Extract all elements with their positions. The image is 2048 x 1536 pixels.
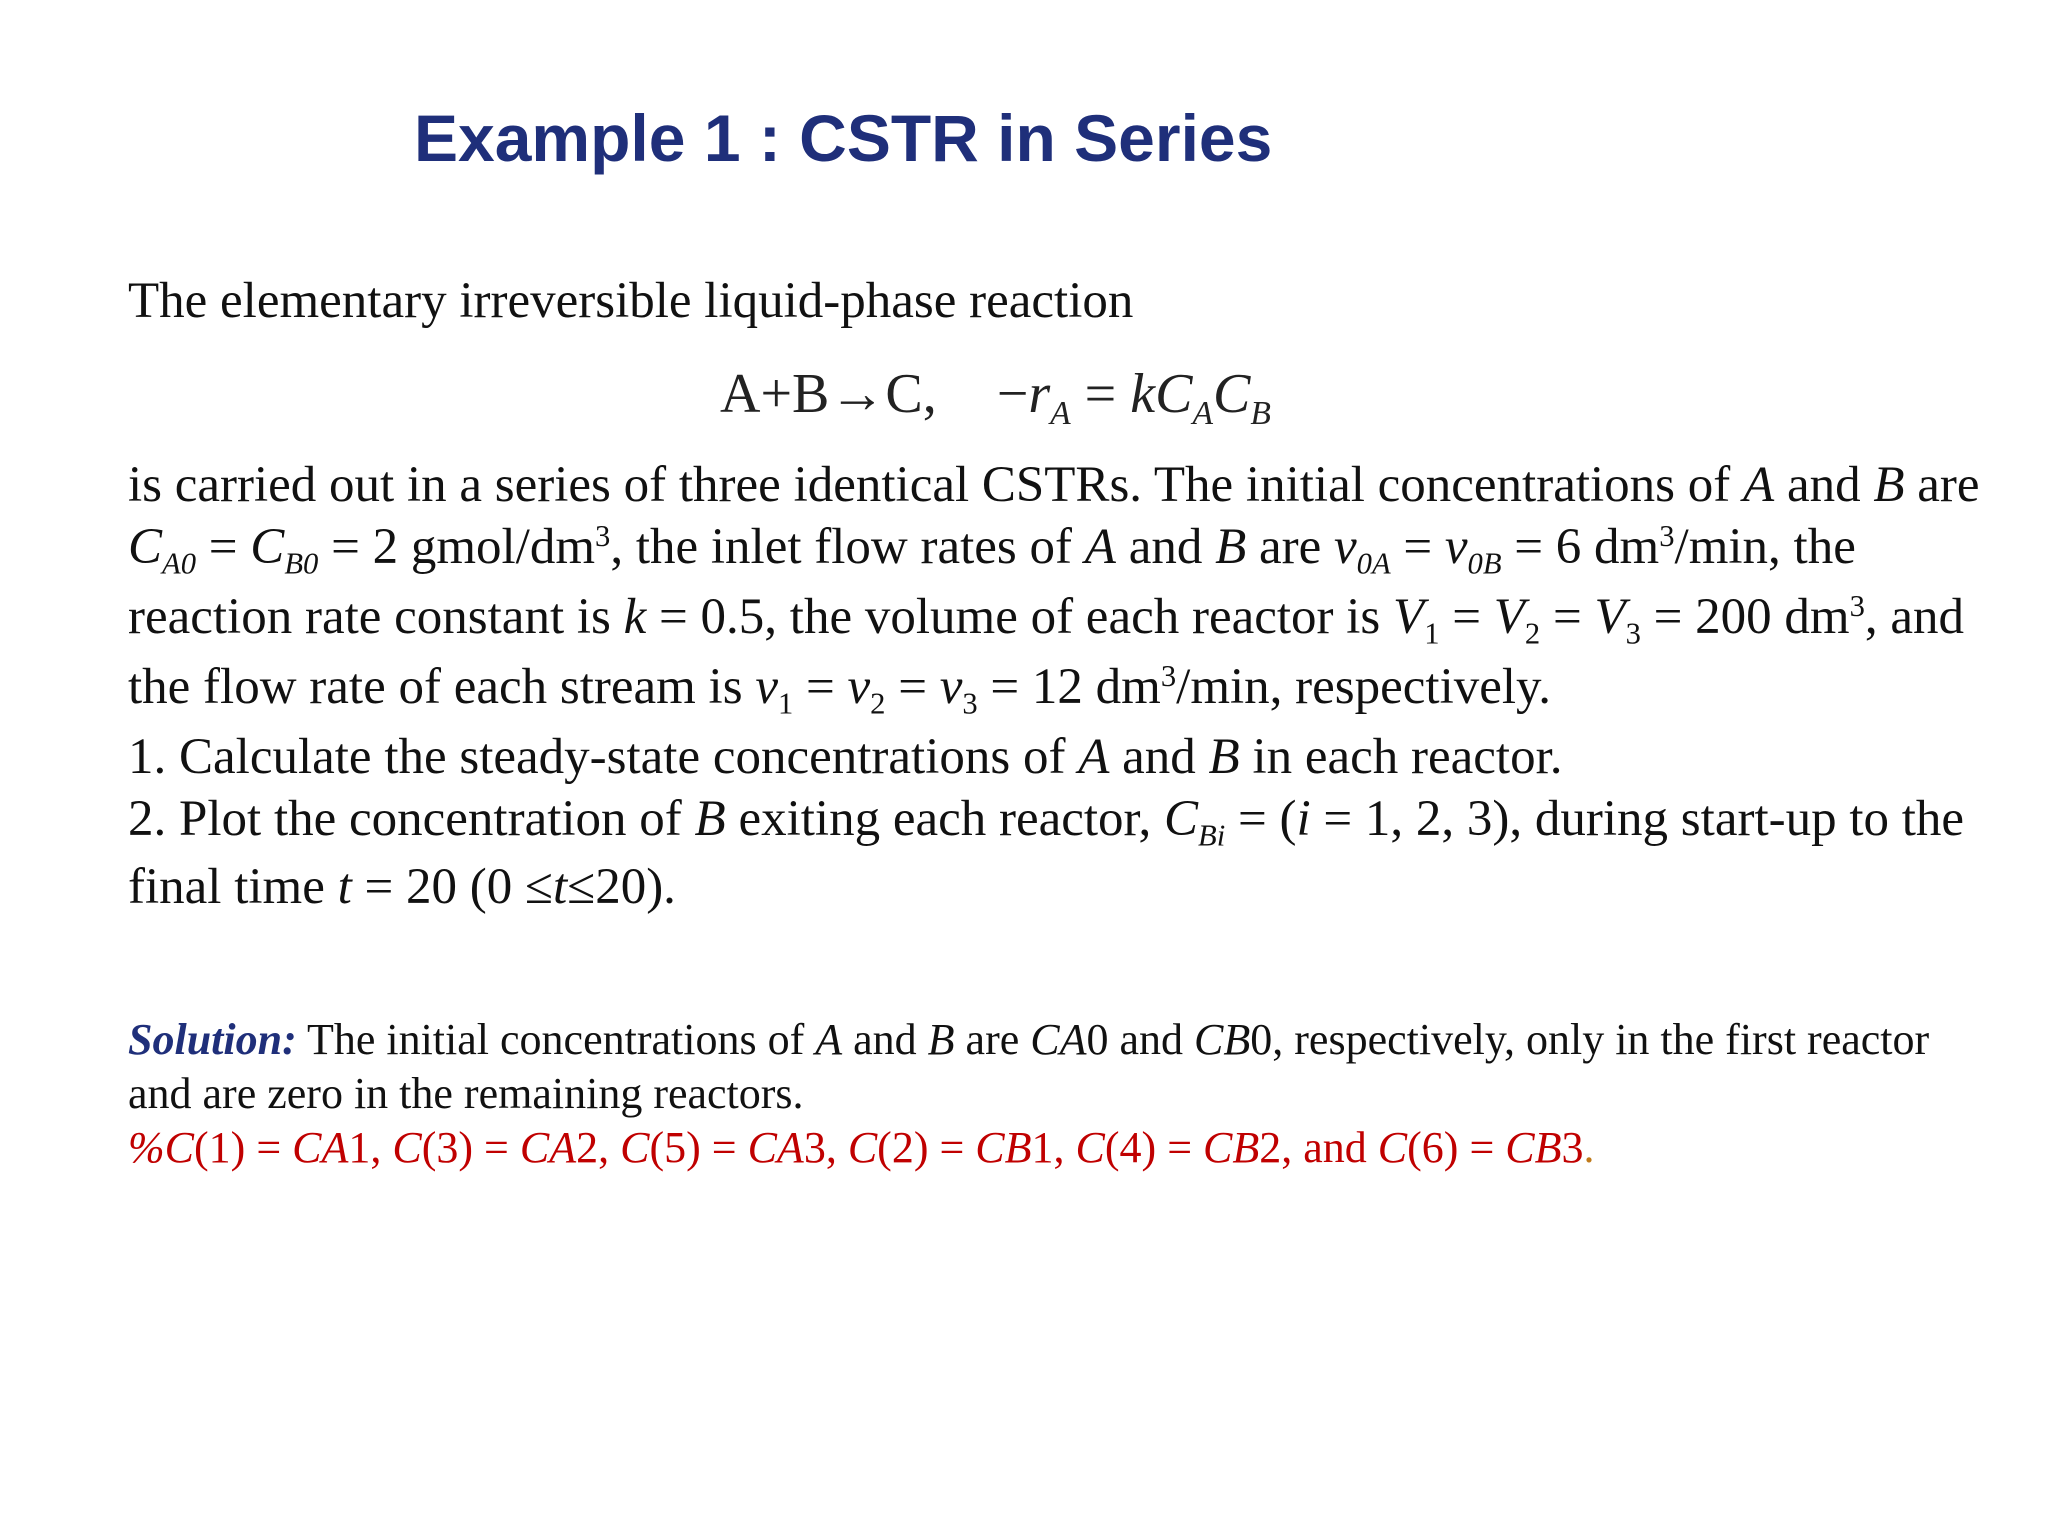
- solution-code-comment: %C(1) = CA1, C(3) = CA2, C(5) = CA3, C(2) = CB1, C(4) = CB2, and C(6) = CB3.: [128, 1123, 1595, 1172]
- question-1: 1. Calculate the steady-state concentrations of A and B in each reactor.: [128, 729, 1563, 785]
- page-title: Example 1 : CSTR in Series: [414, 101, 1273, 175]
- question-2-cont: final time t = 20 (0 ≤t≤20).: [128, 859, 676, 915]
- problem-line-3: reaction rate constant is k = 0.5, the volume of each reactor is $V_1 = V_2 = V_3 = 200$ $dm^3$, and: [128, 589, 1965, 651]
- intro-text: The elementary irreversible liquid-phase reaction: [128, 273, 1134, 329]
- solution-line-1: Solution: The initial concentrations of A and B are CA0 and CB0, respectively, only in the first reactor: [128, 1015, 1930, 1064]
- problem-line-2: $C_{A0} = C_{B0} = 2$ gmol/$dm^3$, the inlet flow rates of A and B are $v_{0A} = v_{0B} = 6$ $dm^3/\min$, the: [128, 519, 1856, 581]
- problem-line-4: the flow rate of each stream is $v_1 = v_2 = v_3 = 12$ $dm^3/\min$, respectively.: [128, 659, 1551, 721]
- solution-line-2: and are zero in the remaining reactors.: [128, 1069, 804, 1118]
- problem-line-1: is carried out in a series of three identical CSTRs. The initial concentrations of A and B are: [128, 457, 1980, 513]
- reaction-equation: A+B→C, $-r_A = kC_AC_B$: [720, 363, 1271, 432]
- solution-label: Solution:: [128, 1015, 297, 1064]
- question-2: 2. Plot the concentration of B exiting each reactor, $C_{Bi} = (i = 1$, 2, 3), during start-up to the: [128, 791, 1965, 853]
